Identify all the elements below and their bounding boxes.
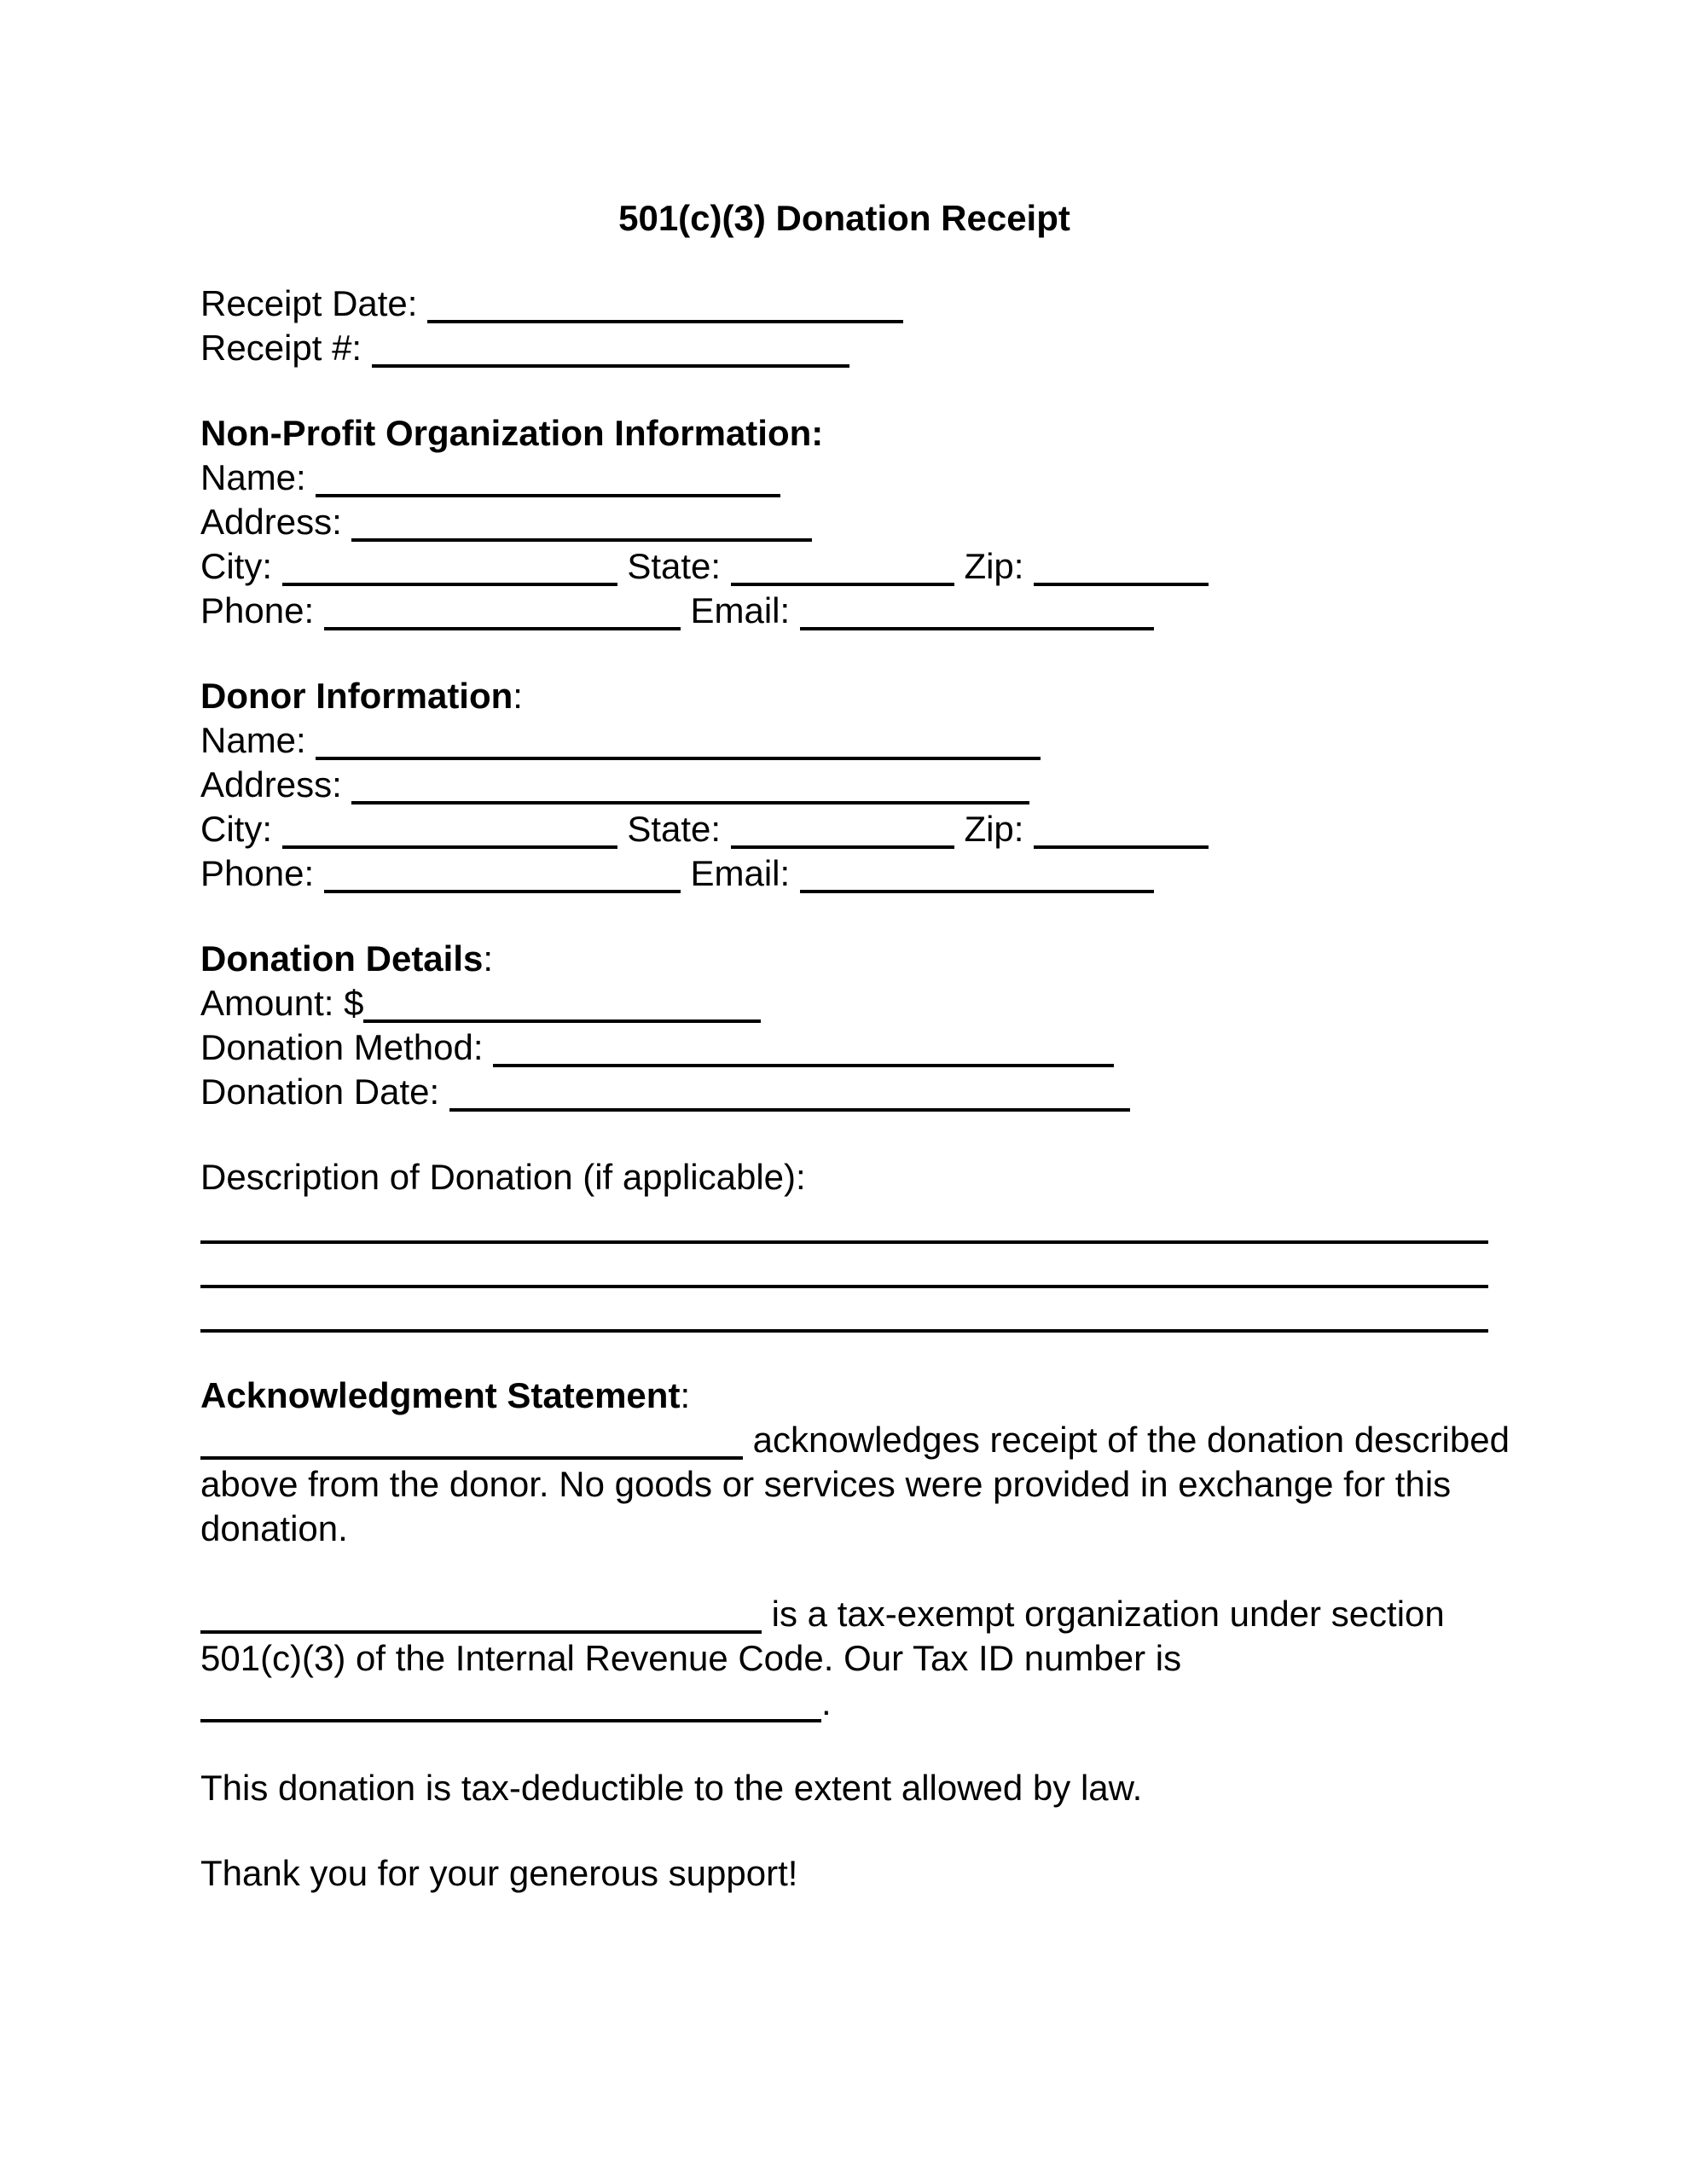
acknowledgment-line-1: acknowledges receipt of the donation described [200, 1418, 1488, 1462]
donation-method-row [200, 1025, 1488, 1070]
donor-city-field[interactable] [282, 835, 617, 849]
donation-method-label: Donation Method: [200, 1027, 484, 1067]
spacer [200, 1551, 1488, 1592]
nonprofit-city-field[interactable] [282, 572, 617, 586]
receipt-date-label: Receipt Date: [200, 283, 418, 323]
donation-section-heading: Donation Details: [200, 938, 494, 979]
donor-address-row [200, 763, 1488, 807]
nonprofit-zip-field[interactable] [1034, 572, 1209, 586]
donation-amount-label: Amount: $ [200, 983, 364, 1023]
donor-phone-field[interactable] [324, 880, 681, 893]
description-lines [200, 1199, 1488, 1333]
nonprofit-phone-field[interactable] [324, 617, 681, 630]
tax-id-line: . [200, 1681, 1488, 1725]
receipt-number-row [200, 326, 1488, 370]
nonprofit-state-field[interactable] [731, 572, 954, 586]
donor-email-label: Email: [690, 853, 791, 893]
donation-amount-field[interactable] [363, 1009, 761, 1023]
donation-amount-row [200, 981, 1488, 1025]
spacer [200, 896, 1488, 937]
spacer [200, 370, 1488, 411]
nonprofit-email-label: Email: [690, 590, 791, 630]
description-line-field[interactable] [200, 1199, 1488, 1244]
receipt-date-field[interactable] [427, 310, 903, 323]
donor-city-state-zip-row [200, 807, 1488, 851]
donation-method-field[interactable] [493, 1054, 1114, 1067]
donor-name-row [200, 718, 1488, 763]
receipt-number-field[interactable] [372, 354, 849, 368]
nonprofit-city-state-zip-row [200, 544, 1488, 589]
organization-name-field[interactable] [200, 1446, 743, 1460]
donor-name-label: Name: [200, 720, 306, 760]
nonprofit-name-row [200, 456, 1488, 500]
donor-state-label: State: [627, 809, 722, 849]
donor-phone-label: Phone: [200, 853, 315, 893]
spacer [200, 633, 1488, 674]
tax-exempt-line-1: is a tax-exempt organization under section [200, 1592, 1488, 1636]
donor-address-label: Address: [200, 764, 342, 804]
spacer [200, 241, 1488, 282]
donor-section-heading: Donor Information: [200, 676, 523, 716]
nonprofit-section-heading: Non-Profit Organization Information: [200, 413, 824, 453]
page-title: 501(c)(3) Donation Receipt [618, 198, 1070, 238]
nonprofit-phone-label: Phone: [200, 590, 315, 630]
tax-id-field[interactable] [200, 1709, 821, 1722]
donor-state-field[interactable] [731, 835, 954, 849]
nonprofit-name-label: Name: [200, 457, 306, 497]
nonprofit-address-field[interactable] [351, 528, 812, 542]
thank-you-statement: Thank you for your generous support! [200, 1853, 798, 1893]
description-line-field[interactable] [200, 1288, 1488, 1333]
donor-city-label: City: [200, 809, 272, 849]
acknowledgment-section-heading: Acknowledgment Statement: [200, 1375, 691, 1415]
description-line-field[interactable] [200, 1244, 1488, 1288]
receipt-number-label: Receipt #: [200, 328, 362, 368]
description-label-row [200, 1155, 1488, 1199]
organization-name-field-2[interactable] [200, 1620, 762, 1634]
donation-date-field[interactable] [449, 1098, 1130, 1112]
description-label: Description of Donation (if applicable): [200, 1157, 806, 1197]
tax-exempt-line-2: 501(c)(3) of the Internal Revenue Code. Our Tax ID number is [200, 1638, 1182, 1678]
donor-email-field[interactable] [800, 880, 1154, 893]
donor-name-field[interactable] [316, 746, 1041, 760]
donation-date-row [200, 1070, 1488, 1114]
spacer [200, 1725, 1488, 1766]
nonprofit-city-label: City: [200, 546, 272, 586]
receipt-date-row [200, 282, 1488, 326]
nonprofit-phone-email-row [200, 589, 1488, 633]
nonprofit-name-field[interactable] [316, 484, 780, 497]
nonprofit-email-field[interactable] [800, 617, 1154, 630]
donation-date-label: Donation Date: [200, 1072, 440, 1112]
nonprofit-address-label: Address: [200, 502, 342, 542]
donor-phone-email-row [200, 851, 1488, 896]
donor-zip-field[interactable] [1034, 835, 1209, 849]
donor-address-field[interactable] [351, 791, 1029, 804]
nonprofit-address-row [200, 500, 1488, 544]
acknowledgment-line-2: above from the donor. No goods or services were provided in exchange for this [200, 1464, 1452, 1504]
spacer [200, 1810, 1488, 1851]
nonprofit-state-label: State: [627, 546, 722, 586]
donor-zip-label: Zip: [964, 809, 1024, 849]
spacer [200, 1333, 1488, 1374]
spacer [200, 1114, 1488, 1155]
tax-deductible-statement: This donation is tax-deductible to the extent allowed by law. [200, 1768, 1143, 1808]
nonprofit-zip-label: Zip: [964, 546, 1024, 586]
acknowledgment-line-3: donation. [200, 1508, 348, 1548]
